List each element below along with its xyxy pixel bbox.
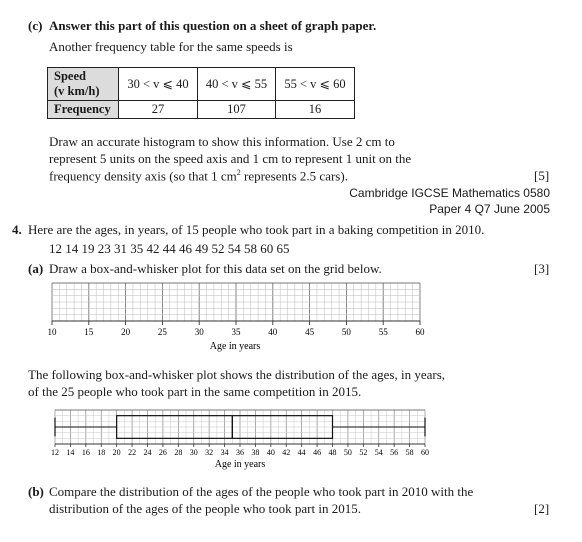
grid-1-tick-label: 55	[378, 327, 388, 337]
grid-1-tick-label: 50	[341, 327, 351, 337]
part-a-text: Draw a box-and-whisker plot for this data set on the grid below.	[49, 261, 382, 276]
part-c-heading: Answer this part of this question on a sheet of graph paper.	[49, 18, 377, 33]
part-a-marks: [3]	[534, 261, 550, 276]
part-b-line-2: distribution of the ages of the people who took part in 2015.	[49, 501, 361, 516]
part-b-marks: [2]	[534, 501, 550, 516]
col-header-3: 55 < v ⩽ 60	[276, 68, 355, 101]
grid-1-axis-label: Age in years	[209, 341, 261, 352]
grid-2-tick-label: 36	[236, 448, 244, 457]
instruction-3a: frequency density axis (so that 1 cm	[49, 168, 237, 184]
grid-2-tick-label: 38	[251, 448, 260, 457]
part-b-line-1: Compare the distribution of the ages of the people who took part in 2010 with the	[49, 484, 474, 499]
speed-header-text: Speed	[54, 69, 86, 83]
grid-2-tick-label: 18	[97, 448, 106, 457]
instruction-sup: 2	[236, 168, 241, 177]
grid-2-tick-label: 16	[81, 448, 90, 457]
col-header-2: 40 < v ⩽ 55	[198, 68, 276, 101]
instruction-line-2: represent 5 units on the speed axis and 1 cm to represent 1 unit on the	[49, 151, 412, 166]
grid-2-axis-label: Age in years	[214, 459, 266, 470]
part-c-marks: [5]	[534, 168, 550, 183]
grid-1-tick-label: 60	[415, 327, 425, 337]
grid-2-tick-label: 44	[297, 448, 306, 457]
grid-2-tick-label: 30	[189, 448, 198, 457]
grid-1-tick-label: 35	[231, 327, 241, 337]
grid-1-lines	[52, 283, 420, 325]
paragraph-line-2: of the 25 people who took part in the same competition in 2015.	[28, 384, 362, 399]
grid-1-tick-label: 45	[305, 327, 315, 337]
grid-2-tick-label: 22	[128, 448, 137, 457]
col-header-1: 30 < v ⩽ 40	[119, 68, 198, 101]
grid-2-tick-label: 20	[112, 448, 121, 457]
grid-2-tick-label: 50	[343, 448, 352, 457]
grid-1-tick-labels	[48, 327, 426, 337]
grid-1-tick-label: 15	[84, 327, 94, 337]
grid-1-tick-label: 25	[157, 327, 167, 337]
grid-2-tick-label: 26	[158, 448, 167, 457]
grid-2-tick-label: 12	[51, 448, 59, 457]
grid-2-tick-label: 60	[421, 448, 429, 457]
grid-2-tick-labels	[51, 448, 429, 457]
part-c-label: (c)	[28, 18, 43, 33]
grid-2-tick-label: 52	[359, 448, 368, 457]
speed-unit-text: (v km/h)	[54, 84, 100, 98]
grid-2-tick-label: 46	[313, 448, 322, 457]
grid-2-tick-label: 14	[66, 448, 75, 457]
part-c-intro: Another frequency table for the same speeds is	[49, 39, 293, 54]
grid-2-tick-label: 42	[282, 448, 291, 457]
part-a-label: (a)	[28, 261, 44, 276]
grid-1-tick-label: 40	[268, 327, 278, 337]
ages-list: 12 14 19 23 31 35 42 44 46 49 52 54 58 60 65	[49, 241, 290, 256]
paragraph-line-1: The following box-and-whisker plot shows the distribution of the ages, in years,	[28, 367, 446, 382]
frequency-cell-2: 107	[198, 101, 276, 119]
grid-2-tick-label: 24	[143, 448, 152, 457]
grid-2-tick-label: 34	[220, 448, 229, 457]
frequency-cell-1: 27	[119, 101, 198, 119]
row-header-frequency: Frequency	[48, 101, 119, 119]
grid-2-tick-label: 28	[174, 448, 183, 457]
instruction-3b: represents 2.5 cars).	[240, 168, 348, 184]
grid-2-tick-label: 48	[328, 448, 337, 457]
grid-1-tick-label: 10	[47, 327, 57, 337]
grid-2-tick-label: 56	[390, 448, 399, 457]
grid-1-tick-label: 20	[121, 327, 131, 337]
question-stem: Here are the ages, in years, of 15 people who took part in a baking competition in 2010.	[28, 222, 485, 237]
grid-2-tick-label: 32	[205, 448, 214, 457]
source-line-2: Paper 4 Q7 June 2005	[429, 202, 550, 216]
part-b-label: (b)	[28, 484, 44, 499]
grid-2-tick-label: 40	[266, 448, 275, 457]
grid-2-tick-label: 58	[405, 448, 414, 457]
grid-1-tick-label: 30	[194, 327, 204, 337]
grid-2-tick-label: 54	[374, 448, 383, 457]
instruction-line-1: Draw an accurate histogram to show this information. Use 2 cm to	[49, 134, 395, 149]
frequency-cell-3: 16	[276, 101, 355, 119]
question-number: 4.	[12, 222, 22, 237]
source-line-1: Cambridge IGCSE Mathematics 0580	[349, 186, 550, 200]
